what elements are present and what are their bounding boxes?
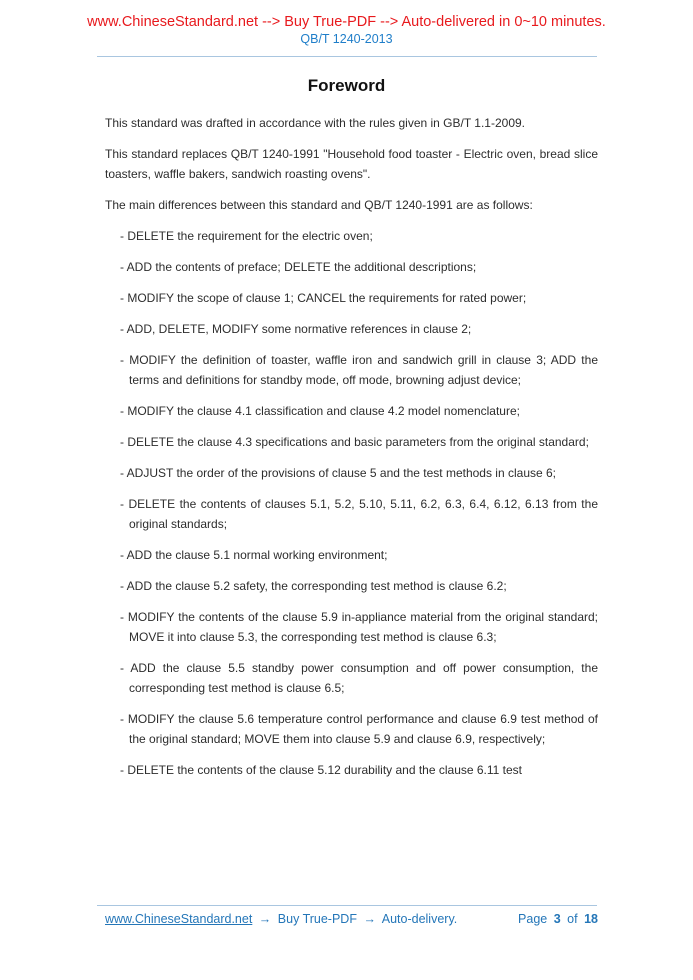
of-label: of [567,912,578,926]
standard-number: QB/T 1240-2013 [300,32,393,46]
change-list-item: - ADD the clause 5.1 normal working environment; [120,548,388,562]
page-label: Page [518,912,548,926]
change-list-item: - ADD the clause 5.2 safety, the corresponding test method is clause 6.2; [120,579,507,593]
page-indicator [515,911,598,927]
page-current: 3 [553,912,561,926]
footer-delivery-label: Auto-delivery. [381,912,458,926]
change-list-item: - MODIFY the clause 5.6 temperature control performance and clause 6.9 test method of the original standard; MOVE them into clause 5.9 and clause 6.9, respectively; [120,712,598,746]
paragraph-drafted: This standard was drafted in accordance with the rules given in GB/T 1.1-2009. [105,116,526,130]
document-body [105,113,598,780]
change-list-item: - DELETE the contents of clauses 5.1, 5.2, 5.10, 5.11, 6.2, 6.3, 6.4, 6.12, 6.13 from the original standards; [120,497,598,531]
arrow-right-icon: → [258,912,272,926]
change-list-item: - ADD the contents of preface; DELETE the additional descriptions; [120,260,477,274]
top-banner-link[interactable]: www.ChineseStandard.net --> Buy True-PDF --> Auto-delivered in 0~10 minutes. [87,14,606,30]
paragraph-replaces: This standard replaces QB/T 1240-1991 "Household food toaster - Electric oven, bread slice toasters, waffle bakers, sandwich roasting ovens". [105,147,598,181]
change-list-item: - MODIFY the contents of the clause 5.9 in-appliance material from the original standard; MOVE it into clause 5.3, the corresponding test method is clause 6.3; [120,610,598,644]
page-total: 18 [584,912,598,926]
change-list-item: - ADD the clause 5.5 standby power consumption and off power consumption, the corresponding test method is clause 6.5; [120,661,598,695]
footer-left [105,911,460,927]
page-title: Foreword [307,76,386,95]
change-list-item: - DELETE the contents of the clause 5.12 durability and the clause 6.11 test [120,763,523,777]
footer-divider [97,905,597,906]
change-list-item: - DELETE the clause 4.3 specifications and basic parameters from the original standard; [120,435,589,449]
change-list-item: - ADD, DELETE, MODIFY some normative references in clause 2; [120,322,472,336]
header-divider [97,56,597,57]
footer-buy-label: Buy True-PDF [277,912,357,926]
footer-site-link[interactable]: www.ChineseStandard.net [105,912,253,926]
change-list-item: - ADJUST the order of the provisions of clause 5 and the test methods in clause 6; [120,466,557,480]
footer [105,911,598,927]
paragraph-differences-intro: The main differences between this standard and QB/T 1240-1991 are as follows: [105,198,533,212]
change-list-item: - DELETE the requirement for the electric oven; [120,229,373,243]
change-list-item: - MODIFY the definition of toaster, waffle iron and sandwich grill in clause 3; ADD the terms and definitions for standby mode, off mode, browning adjust device; [120,353,598,387]
arrow-right-icon: → [363,912,376,926]
change-list-item: - MODIFY the scope of clause 1; CANCEL the requirements for rated power; [120,291,527,305]
change-list-item: - MODIFY the clause 4.1 classification and clause 4.2 model nomenclature; [120,404,520,418]
